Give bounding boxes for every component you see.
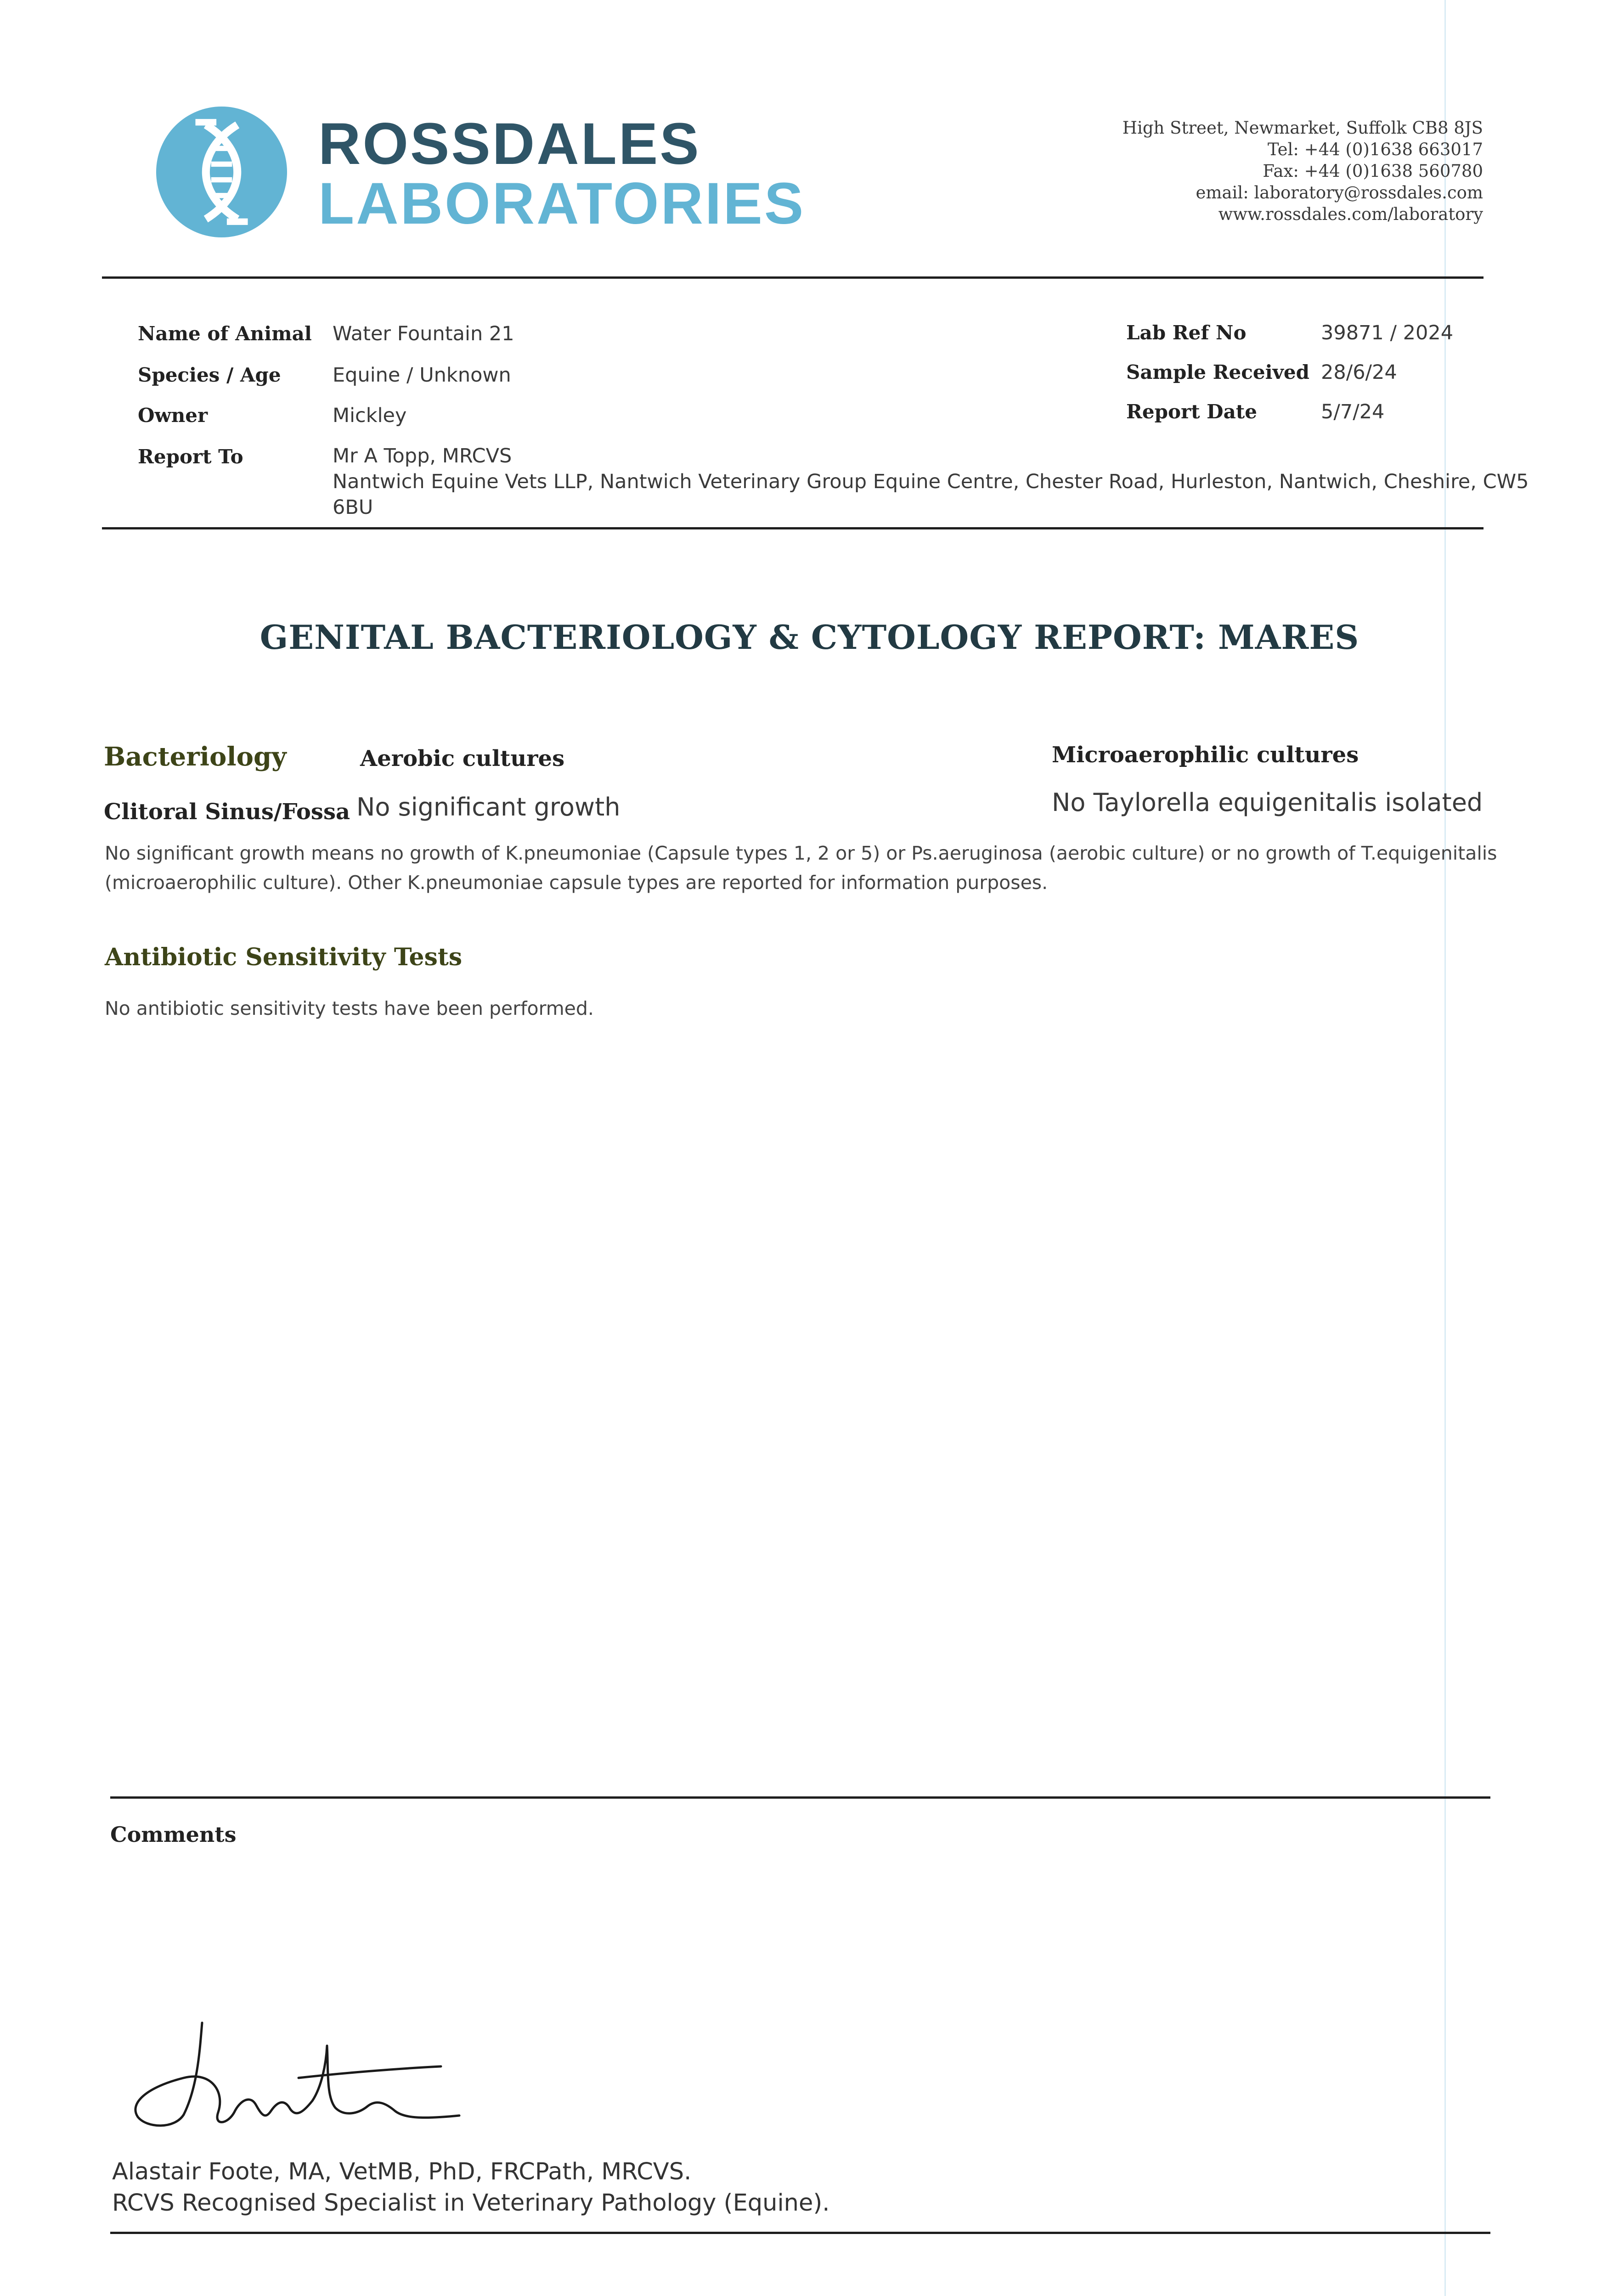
owner-label: Owner [138, 404, 208, 427]
address-fax: Fax: +44 (0)1638 560780 [1263, 161, 1483, 181]
aerobic-result: No significant growth [356, 793, 621, 822]
dna-helix-icon [156, 107, 287, 237]
address-tel: Tel: +44 (0)1638 663017 [1267, 140, 1483, 159]
lab-ref-value: 39871 / 2024 [1321, 321, 1454, 344]
report-to-address: Nantwich Equine Vets LLP, Nantwich Veterinary Group Equine Centre, Chester Road, Hurleston, Nantwich, Cheshire, CW5 [333, 470, 1529, 493]
report-to-label: Report To [138, 445, 243, 468]
lab-address [1123, 117, 1483, 225]
microaerophilic-result: No Taylorella equigenitalis isolated [1052, 788, 1483, 817]
bacteriology-heading: Bacteriology [104, 742, 287, 772]
bacteriology-note [105, 838, 1506, 897]
header-divider [102, 276, 1484, 279]
address-website: www.rossdales.com/laboratory [1218, 204, 1483, 224]
report-to-postcode: 6BU [333, 496, 373, 519]
brand-name-line1: ROSSDALES [318, 111, 701, 177]
lab-ref-label: Lab Ref No [1126, 321, 1247, 344]
microaerophilic-cultures-heading: Microaerophilic cultures [1052, 742, 1359, 768]
species-age-label: Species / Age [138, 364, 281, 386]
sample-received-label: Sample Received [1126, 361, 1310, 383]
info-divider [102, 527, 1484, 529]
report-date-label: Report Date [1126, 400, 1257, 423]
report-to-recipient: Mr A Topp, MRCVS [333, 445, 512, 467]
aerobic-cultures-heading: Aerobic cultures [360, 746, 565, 771]
report-date-value: 5/7/24 [1321, 400, 1385, 423]
name-of-animal-label: Name of Animal [138, 322, 312, 345]
brand-name-line2: LABORATORIES [318, 171, 806, 236]
comments-heading: Comments [110, 1822, 237, 1847]
report-title: GENITAL BACTERIOLOGY & CYTOLOGY REPORT: MARES [259, 618, 1360, 657]
address-street: High Street, Newmarket, Suffolk CB8 8JS [1122, 118, 1483, 138]
scan-artifact-line [1444, 0, 1446, 2296]
bacteriology-note-line2: (microaerophilic culture). Other K.pneumoniae capsule types are reported for information purposes. [105, 872, 1048, 894]
footer-divider [110, 2232, 1490, 2234]
name-of-animal-value: Water Fountain 21 [333, 322, 514, 345]
comments-divider [110, 1796, 1490, 1799]
antibiotic-sensitivity-text: No antibiotic sensitivity tests have been performed. [105, 997, 594, 1019]
address-email: email: laboratory@rossdales.com [1196, 183, 1483, 203]
antibiotic-sensitivity-heading: Antibiotic Sensitivity Tests [105, 943, 463, 971]
signatory-title: RCVS Recognised Specialist in Veterinary Pathology (Equine). [112, 2189, 830, 2217]
sample-received-value: 28/6/24 [1321, 361, 1397, 384]
owner-value: Mickley [333, 404, 407, 427]
report-to-value [333, 443, 1529, 520]
sample-site: Clitoral Sinus/Fossa [104, 799, 350, 825]
signatory-name: Alastair Foote, MA, VetMB, PhD, FRCPath, MRCVS. [112, 2158, 692, 2185]
species-age-value: Equine / Unknown [333, 364, 511, 387]
signature [119, 2009, 468, 2142]
bacteriology-note-line1: No significant growth means no growth of K.pneumoniae (Capsule types 1, 2 or 5) or Ps.aeruginosa (aerobic culture) or no growth of T.equigenitalis [105, 842, 1497, 864]
